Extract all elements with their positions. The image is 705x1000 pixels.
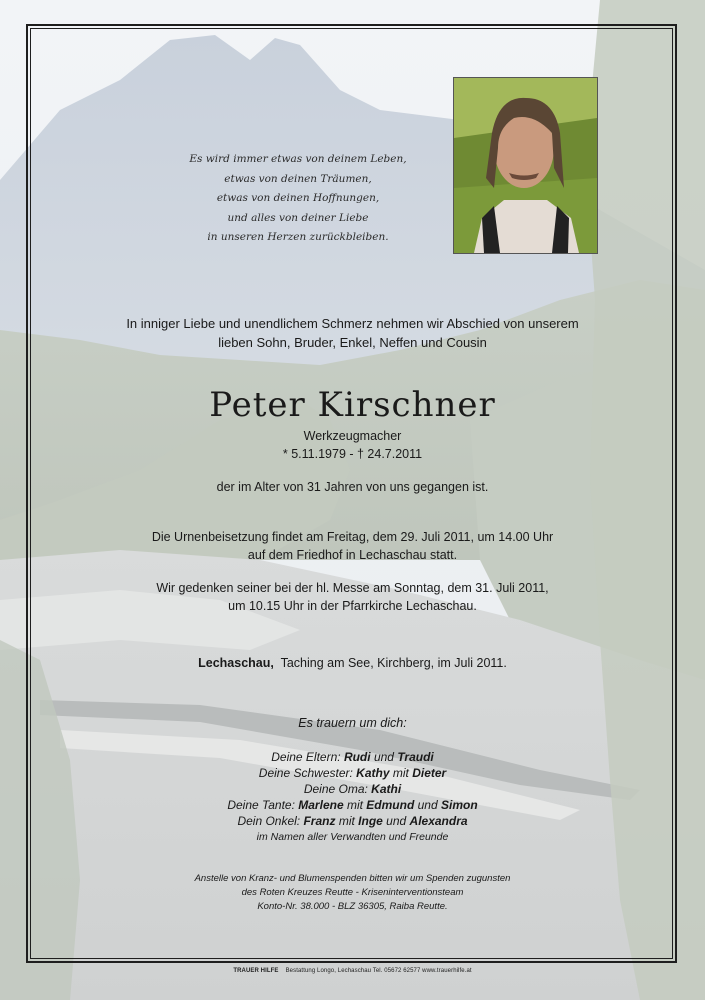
mourner-relatives: im Namen aller Verwandten und Freunde	[256, 831, 449, 843]
funeral-home-footer	[0, 967, 705, 975]
donation-line: des Roten Kreuzes Reutte - Kriseninterventionsteam	[241, 887, 464, 898]
footer-text: Bestattung Longo, Lechaschau Tel. 05672 62577 www.trauerhilfe.at	[278, 968, 472, 974]
footer-brand: TRAUER HILFE	[233, 968, 279, 974]
mourner-grandma: Deine Oma: Kathi	[303, 782, 402, 796]
poem-line: und alles von deiner Liebe	[227, 211, 369, 224]
life-dates: * 5.11.1979 - † 24.7.2011	[282, 447, 423, 461]
urn-line: auf dem Friedhof in Lechaschau statt.	[247, 548, 458, 562]
deceased-name: Peter Kirschner	[209, 385, 496, 425]
mourner-parents: Deine Eltern: Rudi und Traudi	[271, 750, 434, 764]
mourner-sister: Deine Schwester: Kathy mit Dieter	[258, 766, 447, 780]
place-rest: Taching am See, Kirchberg, im Juli 2011.	[273, 656, 507, 670]
memorial-poem	[158, 150, 438, 248]
farewell-intro	[0, 314, 705, 352]
place-date-line	[0, 655, 705, 671]
memorial-mass-info	[0, 579, 705, 615]
urn-line: Die Urnenbeisetzung findet am Freitag, dem 29. Juli 2011, um 14.00 Uhr	[151, 530, 554, 544]
profession: Werkzeugmacher	[303, 429, 402, 443]
poem-line: etwas von deinen Hoffnungen,	[216, 192, 380, 204]
urn-burial-info	[0, 528, 705, 564]
donation-line: Konto-Nr. 38.000 - BLZ 36305, Raiba Reutte.	[257, 901, 448, 912]
donation-line: Anstelle von Kranz- und Blumenspenden bitten wir um Spenden zugunsten	[194, 873, 511, 884]
mass-line: um 10.15 Uhr in der Pfarrkirche Lechaschau.	[228, 599, 477, 613]
mass-line: Wir gedenken seiner bei der hl. Messe am Sonntag, dem 31. Juli 2011,	[156, 581, 549, 595]
intro-line: In inniger Liebe und unendlichem Schmerz nehmen wir Abschied von unserem	[126, 316, 579, 331]
poem-line: in unseren Herzen zurückbleiben.	[207, 231, 389, 243]
mourner-aunt: Deine Tante: Marlene mit Edmund und Simon	[227, 798, 478, 812]
intro-line: lieben Sohn, Bruder, Enkel, Neffen und Cousin	[218, 335, 487, 350]
mourners-heading: Es trauern um dich:	[298, 716, 407, 730]
age-statement: der im Alter von 31 Jahren von uns gegangen ist.	[216, 480, 489, 494]
mourners-list	[0, 749, 705, 845]
poem-line: Es wird immer etwas von deinem Leben,	[189, 153, 407, 165]
portrait-photo	[453, 77, 598, 254]
place-town: Lechaschau,	[198, 656, 274, 670]
donation-request	[0, 872, 705, 914]
poem-line: etwas von deinen Träumen,	[224, 172, 372, 185]
mourner-uncle: Dein Onkel: Franz mit Inge und Alexandra	[237, 814, 468, 828]
